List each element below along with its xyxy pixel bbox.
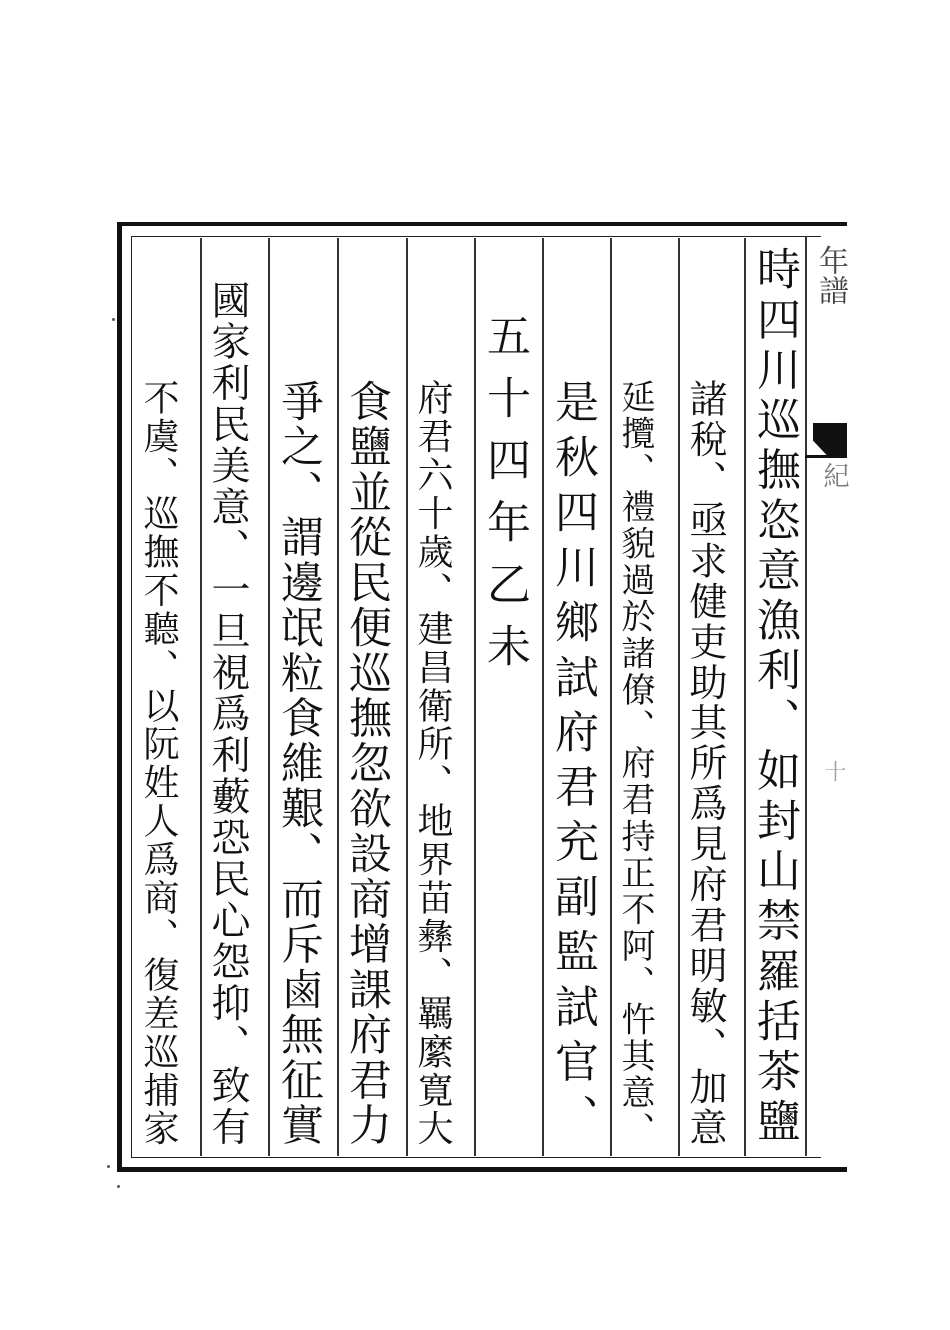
column-rule <box>474 238 476 1156</box>
text-column-2: 諸稅、亟求健吏助其所爲見府君明敏、加意 <box>683 379 727 1148</box>
scan-speck <box>117 1185 120 1188</box>
text-column-1: 時四川巡撫恣意漁利、如封山禁羅括茶鹽 <box>749 246 800 1148</box>
scan-speck <box>107 1165 110 1168</box>
text-column-9: 國家利民美意、一旦視爲利藪恐民心怨抑、致有 <box>205 280 250 1148</box>
column-rule <box>268 238 270 1156</box>
text-column-7: 食鹽並從民便巡撫忽欲設商增課府君力 <box>342 379 392 1148</box>
text-column-10: 不虞、巡撫不聽、以阮姓人爲商、復差巡捕家 <box>138 379 179 1148</box>
text-column-8: 爭之、謂邊氓粒食維艱、而斥鹵無征實 <box>274 379 324 1148</box>
banxin-page-number: 十 <box>821 760 846 788</box>
column-rule <box>610 238 612 1156</box>
column-rule <box>542 238 544 1156</box>
column-rule <box>744 238 746 1156</box>
column-rule <box>678 238 680 1156</box>
banxin-subtitle: 紀 <box>819 462 849 488</box>
scan-speck <box>112 318 115 321</box>
text-column-5: 五十四年乙未 <box>479 313 530 685</box>
text-column-6: 府君六十歲、建昌衛所、地界苗彝、羈縻寛大 <box>412 379 453 1148</box>
column-rule <box>200 238 202 1156</box>
text-column-3: 延攬、禮貌過於諸僚、府君持正不阿、忤其意、 <box>615 379 655 1148</box>
text-column-4: 是秋四川鄉試府君充副監試官、 <box>547 379 598 1148</box>
banxin-rule <box>805 236 807 1156</box>
fishtail-rule <box>805 455 847 458</box>
column-rule <box>337 238 339 1156</box>
column-rule <box>406 238 408 1156</box>
banxin-title: 年譜 <box>813 245 848 305</box>
